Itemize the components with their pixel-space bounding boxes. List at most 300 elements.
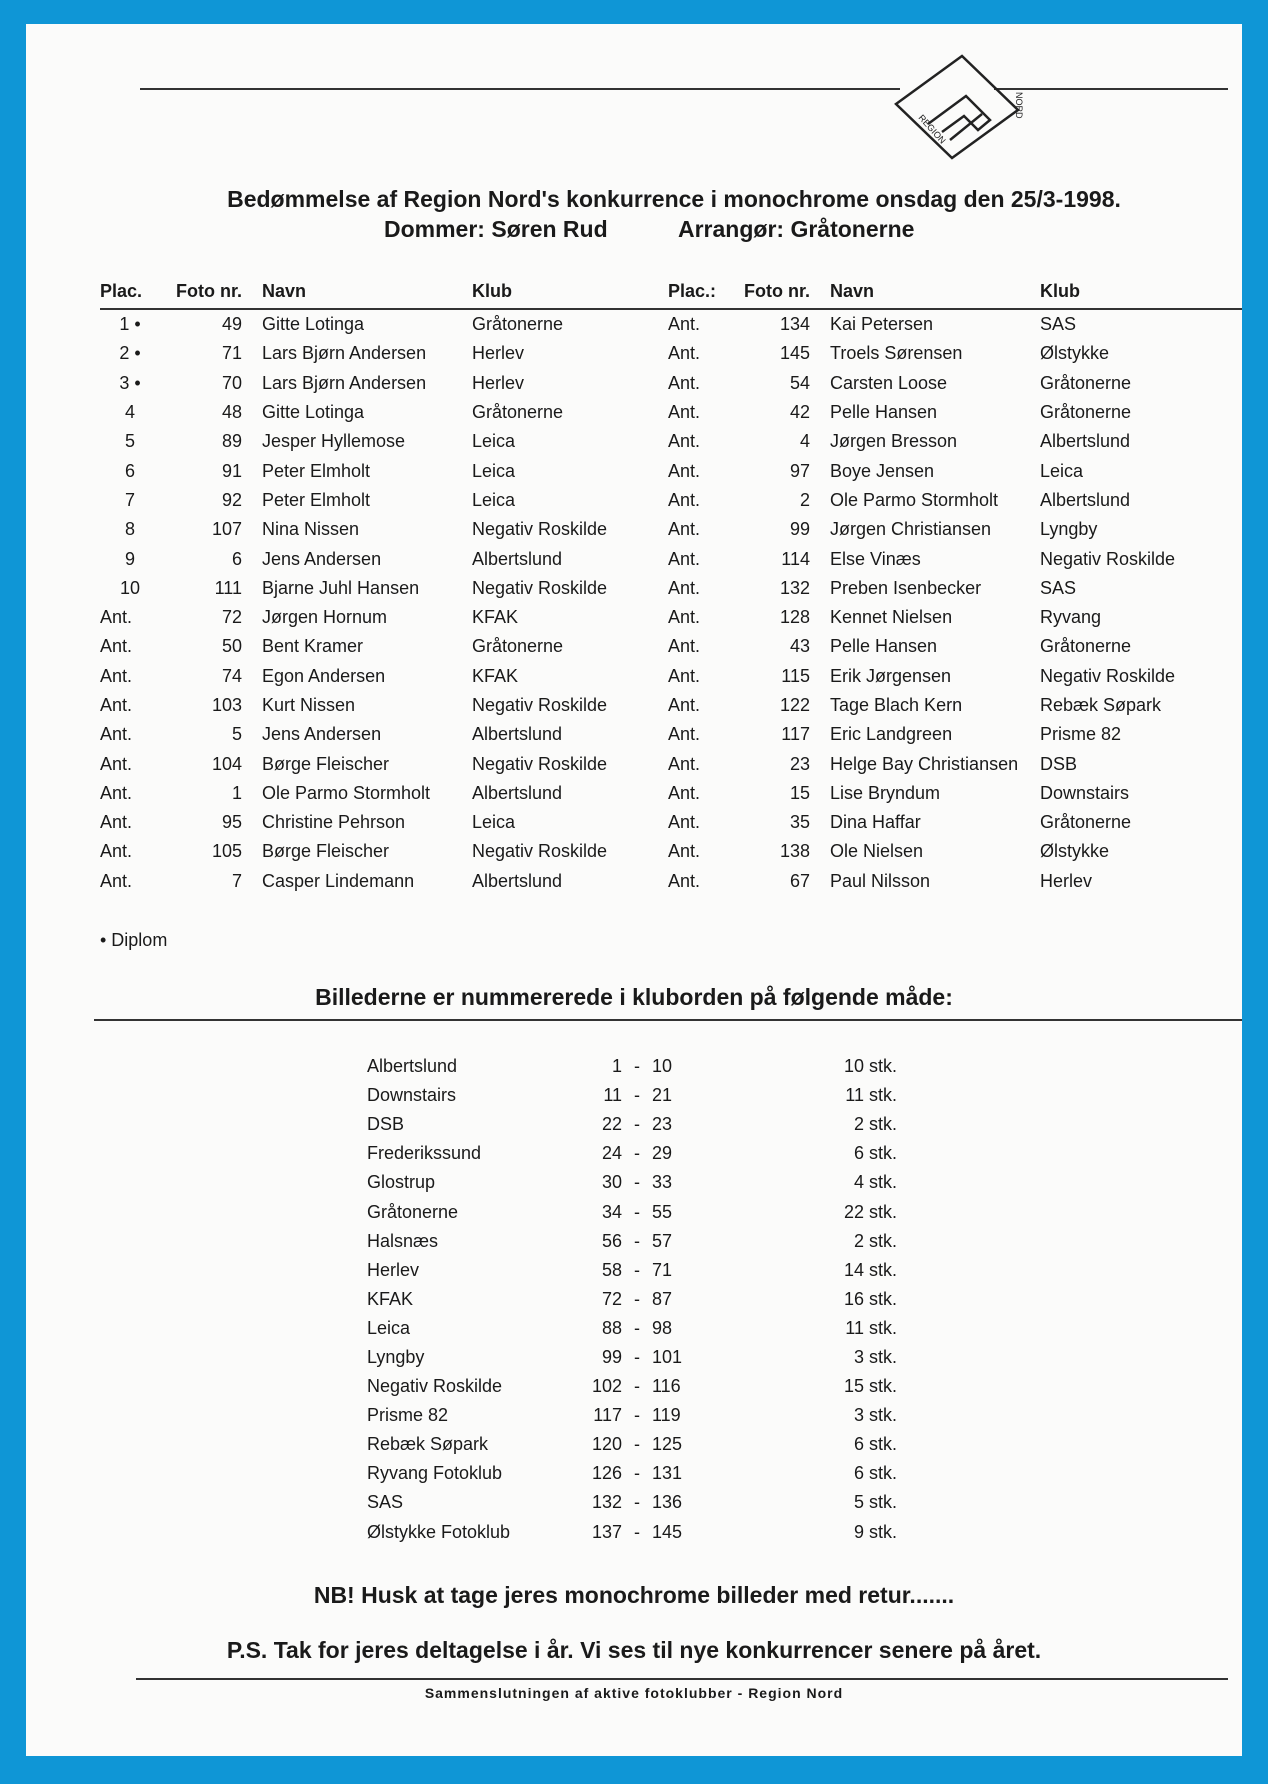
navn-cell: Else Vinæs bbox=[830, 548, 921, 569]
club-row bbox=[367, 1285, 897, 1314]
plac-cell: 4 bbox=[124, 402, 135, 423]
club-row bbox=[367, 1343, 897, 1372]
result-row bbox=[668, 837, 1240, 866]
plac-cell: Ant. bbox=[668, 870, 701, 891]
result-row bbox=[668, 662, 1240, 691]
club-name-cell: Gråtonerne bbox=[367, 1201, 459, 1222]
range-dash: - bbox=[634, 1376, 640, 1397]
result-row bbox=[668, 544, 1240, 573]
foto-nr-cell: 48 bbox=[221, 402, 242, 423]
foto-nr-cell: 72 bbox=[221, 607, 242, 628]
result-row bbox=[100, 779, 672, 808]
club-row bbox=[367, 1372, 897, 1401]
result-row bbox=[100, 574, 672, 603]
club-name-cell: Halsnæs bbox=[367, 1230, 439, 1251]
range-from-cell: 88 bbox=[601, 1317, 622, 1338]
club-row bbox=[367, 1430, 897, 1459]
result-row bbox=[100, 544, 672, 573]
klub-cell: Albertslund bbox=[472, 782, 563, 803]
navn-cell: Børge Fleischer bbox=[262, 753, 390, 774]
klub-cell: Negativ Roskilde bbox=[472, 753, 608, 774]
navn-cell: Preben Isenbecker bbox=[830, 577, 982, 598]
foto-nr-cell: 138 bbox=[779, 841, 810, 862]
klub-cell: Albertslund bbox=[472, 548, 563, 569]
plac-cell: Ant. bbox=[668, 314, 701, 335]
result-row bbox=[668, 632, 1240, 661]
foto-nr-cell: 42 bbox=[789, 402, 810, 423]
top-rule-left bbox=[140, 88, 900, 90]
klub-cell: Negativ Roskilde bbox=[472, 577, 608, 598]
club-row bbox=[367, 1401, 897, 1430]
plac-cell: Ant. bbox=[668, 812, 701, 833]
result-row bbox=[100, 427, 672, 456]
range-from-cell: 137 bbox=[591, 1521, 622, 1542]
klub-cell: Gråtonerne bbox=[1040, 402, 1132, 423]
count-cell: 11 stk. bbox=[845, 1085, 897, 1106]
klub-cell: Gråtonerne bbox=[1040, 372, 1132, 393]
navn-cell: Troels Sørensen bbox=[830, 343, 963, 364]
range-dash: - bbox=[634, 1288, 640, 1309]
plac-cell: 7 bbox=[124, 489, 135, 510]
navn-cell: Helge Bay Christiansen bbox=[830, 753, 1019, 774]
count-cell: 15 stk. bbox=[843, 1376, 897, 1397]
navn-cell: Børge Fleischer bbox=[262, 841, 390, 862]
result-row bbox=[668, 691, 1240, 720]
foto-nr-cell: 99 bbox=[789, 519, 810, 540]
range-to-cell: 131 bbox=[652, 1463, 683, 1484]
plac-cell: Ant. bbox=[668, 402, 701, 423]
club-name-cell: Ølstykke Fotoklub bbox=[367, 1521, 511, 1542]
range-dash: - bbox=[634, 1434, 640, 1455]
klub-cell: Ølstykke bbox=[1040, 343, 1110, 364]
foto-nr-cell: 4 bbox=[799, 431, 810, 452]
range-dash: - bbox=[634, 1405, 640, 1426]
club-name-cell: Negativ Roskilde bbox=[367, 1376, 503, 1397]
plac-cell: Ant. bbox=[100, 724, 133, 745]
club-row bbox=[367, 1227, 897, 1256]
range-from-cell: 126 bbox=[591, 1463, 622, 1484]
plac-cell: Ant. bbox=[100, 841, 133, 862]
foto-nr-cell: 111 bbox=[214, 577, 242, 598]
result-row bbox=[100, 720, 672, 749]
klub-cell: Ølstykke bbox=[1040, 841, 1110, 862]
ps-thanks: P.S. Tak for jeres deltagelse i år. Vi ses til nye konkurrencer senere på året. bbox=[226, 1637, 1042, 1663]
navn-cell: Lars Bjørn Andersen bbox=[262, 343, 427, 364]
result-row bbox=[668, 603, 1240, 632]
club-row bbox=[367, 1081, 897, 1110]
results-table-left bbox=[100, 272, 672, 896]
navn-cell: Lise Bryndum bbox=[830, 782, 941, 803]
results-table-right bbox=[668, 272, 1240, 896]
result-row bbox=[668, 867, 1240, 896]
range-to-cell: 116 bbox=[652, 1376, 681, 1397]
range-to-cell: 71 bbox=[652, 1259, 673, 1280]
foto-nr-cell: 67 bbox=[789, 870, 810, 891]
count-cell: 22 stk. bbox=[843, 1201, 897, 1222]
navn-cell: Christine Pehrson bbox=[262, 812, 406, 833]
range-to-cell: 29 bbox=[652, 1143, 673, 1164]
result-row bbox=[668, 369, 1240, 398]
col-header-plac: Plac.: bbox=[668, 280, 717, 301]
plac-cell: Ant. bbox=[100, 812, 133, 833]
range-to-cell: 21 bbox=[652, 1085, 673, 1106]
range-dash: - bbox=[634, 1172, 640, 1193]
range-from-cell: 11 bbox=[603, 1085, 622, 1106]
foto-nr-cell: 104 bbox=[211, 753, 242, 774]
club-row bbox=[367, 1197, 897, 1226]
range-dash: - bbox=[634, 1143, 640, 1164]
result-row bbox=[668, 310, 1240, 339]
count-cell: 11 stk. bbox=[845, 1317, 897, 1338]
navn-cell: Kurt Nissen bbox=[262, 695, 356, 715]
klub-cell: Leica bbox=[472, 489, 516, 510]
club-row bbox=[367, 1488, 897, 1517]
range-to-cell: 55 bbox=[652, 1201, 673, 1222]
navn-cell: Boye Jensen bbox=[830, 460, 935, 481]
plac-cell: 8 bbox=[124, 519, 135, 540]
result-row bbox=[668, 574, 1240, 603]
result-row bbox=[668, 427, 1240, 456]
logo-text-nord: NORD bbox=[1014, 92, 1024, 119]
klub-cell: Leica bbox=[472, 431, 516, 452]
result-row bbox=[100, 310, 672, 339]
document-page bbox=[26, 24, 1242, 1756]
navn-cell: Kai Petersen bbox=[830, 314, 934, 335]
navn-cell: Jens Andersen bbox=[262, 724, 382, 745]
navn-cell: Bjarne Juhl Hansen bbox=[262, 577, 420, 598]
navn-cell: Ole Parmo Stormholt bbox=[262, 782, 431, 803]
klub-cell: Ryvang bbox=[1040, 607, 1102, 628]
club-row bbox=[367, 1459, 897, 1488]
club-row bbox=[367, 1256, 897, 1285]
plac-cell: Ant. bbox=[668, 665, 701, 686]
foto-nr-cell: 105 bbox=[211, 841, 242, 862]
result-row bbox=[100, 603, 672, 632]
plac-cell: 1 • bbox=[119, 314, 141, 335]
result-row bbox=[100, 515, 672, 544]
result-row bbox=[668, 779, 1240, 808]
club-row bbox=[367, 1052, 897, 1081]
plac-cell: Ant. bbox=[668, 460, 701, 481]
page-title: Bedømmelse af Region Nord's konkurrence i monochrome onsdag den 25/3-1998. bbox=[227, 186, 1121, 212]
range-from-cell: 72 bbox=[601, 1288, 622, 1309]
klub-cell: KFAK bbox=[472, 665, 519, 686]
result-row bbox=[100, 339, 672, 368]
results-header-row bbox=[668, 272, 1240, 310]
navn-cell: Jesper Hyllemose bbox=[262, 431, 406, 452]
range-dash: - bbox=[634, 1492, 640, 1513]
range-to-cell: 87 bbox=[652, 1288, 673, 1309]
klub-cell: SAS bbox=[1040, 314, 1077, 335]
navn-cell: Carsten Loose bbox=[830, 372, 948, 393]
range-to-cell: 101 bbox=[652, 1346, 683, 1367]
club-row bbox=[367, 1314, 897, 1343]
klub-cell: Negativ Roskilde bbox=[472, 695, 608, 715]
plac-cell: Ant. bbox=[100, 870, 133, 891]
count-cell: 2 stk. bbox=[853, 1114, 897, 1135]
klub-cell: SAS bbox=[1040, 577, 1077, 598]
foto-nr-cell: 74 bbox=[221, 665, 242, 686]
klub-cell: Gråtonerne bbox=[472, 402, 564, 423]
foto-nr-cell: 95 bbox=[221, 812, 242, 833]
club-name-cell: Albertslund bbox=[367, 1056, 458, 1077]
plac-cell: Ant. bbox=[668, 431, 701, 452]
range-from-cell: 1 bbox=[611, 1056, 622, 1077]
nb-reminder: NB! Husk at tage jeres monochrome billeder med retur....... bbox=[313, 1582, 955, 1608]
range-dash: - bbox=[634, 1317, 640, 1338]
klub-cell: DSB bbox=[1040, 753, 1078, 774]
club-name-cell: SAS bbox=[367, 1492, 404, 1513]
klub-cell: Leica bbox=[472, 812, 516, 833]
plac-cell: Ant. bbox=[668, 577, 701, 598]
club-row bbox=[367, 1139, 897, 1168]
range-from-cell: 102 bbox=[591, 1376, 622, 1397]
foto-nr-cell: 43 bbox=[789, 636, 810, 657]
plac-cell: Ant. bbox=[668, 343, 701, 364]
plac-cell: 6 bbox=[124, 460, 135, 481]
organizer-line: Arrangør: Gråtonerne bbox=[678, 216, 915, 242]
navn-cell: Jørgen Hornum bbox=[262, 607, 388, 628]
count-cell: 9 stk. bbox=[853, 1521, 897, 1542]
range-to-cell: 10 bbox=[652, 1056, 673, 1077]
foto-nr-cell: 117 bbox=[781, 724, 810, 745]
klub-cell: Gråtonerne bbox=[1040, 812, 1132, 833]
club-name-cell: Prisme 82 bbox=[367, 1405, 449, 1426]
result-row bbox=[668, 486, 1240, 515]
klub-cell: Albertslund bbox=[1040, 489, 1131, 510]
navn-cell: Lars Bjørn Andersen bbox=[262, 372, 427, 393]
club-row bbox=[367, 1168, 897, 1197]
range-to-cell: 23 bbox=[652, 1114, 673, 1135]
result-row bbox=[100, 456, 672, 485]
navn-cell: Casper Lindemann bbox=[262, 870, 415, 891]
klub-cell: Gråtonerne bbox=[472, 636, 564, 657]
foto-nr-cell: 107 bbox=[211, 519, 242, 540]
plac-cell: Ant. bbox=[100, 753, 133, 774]
navn-cell: Eric Landgreen bbox=[830, 724, 953, 745]
plac-cell: Ant. bbox=[668, 519, 701, 540]
foto-nr-cell: 128 bbox=[779, 607, 810, 628]
result-row bbox=[100, 691, 672, 720]
club-name-cell: Lyngby bbox=[367, 1346, 425, 1367]
results-header-rule bbox=[100, 308, 1242, 310]
club-name-cell: DSB bbox=[367, 1114, 405, 1135]
club-name-cell: Downstairs bbox=[367, 1085, 457, 1106]
klub-cell: Downstairs bbox=[1040, 782, 1130, 803]
klub-cell: Gråtonerne bbox=[1040, 636, 1132, 657]
range-to-cell: 33 bbox=[652, 1172, 673, 1193]
club-name-cell: KFAK bbox=[367, 1288, 414, 1309]
klub-cell: Leica bbox=[1040, 460, 1084, 481]
col-header-plac: Plac. bbox=[100, 280, 143, 301]
plac-cell: Ant. bbox=[668, 841, 701, 862]
plac-cell: Ant. bbox=[668, 695, 701, 715]
range-dash: - bbox=[634, 1230, 640, 1251]
diplom-note: • Diplom bbox=[100, 930, 168, 950]
navn-cell: Dina Haffar bbox=[830, 812, 921, 833]
range-from-cell: 120 bbox=[591, 1434, 622, 1455]
col-header-navn: Navn bbox=[830, 280, 875, 301]
navn-cell: Jens Andersen bbox=[262, 548, 382, 569]
range-from-cell: 56 bbox=[601, 1230, 622, 1251]
count-cell: 3 stk. bbox=[853, 1346, 897, 1367]
navn-cell: Jørgen Bresson bbox=[830, 431, 958, 452]
result-row bbox=[668, 456, 1240, 485]
range-to-cell: 125 bbox=[652, 1434, 683, 1455]
foto-nr-cell: 145 bbox=[779, 343, 810, 364]
count-cell: 6 stk. bbox=[853, 1434, 897, 1455]
navn-cell: Pelle Hansen bbox=[830, 402, 938, 423]
navn-cell: Ole Nielsen bbox=[830, 841, 924, 862]
klub-cell: Albertslund bbox=[1040, 431, 1131, 452]
count-cell: 5 stk. bbox=[853, 1492, 897, 1513]
range-to-cell: 145 bbox=[652, 1521, 683, 1542]
foto-nr-cell: 50 bbox=[221, 636, 242, 657]
navn-cell: Kennet Nielsen bbox=[830, 607, 953, 628]
foto-nr-cell: 103 bbox=[211, 695, 242, 715]
foto-nr-cell: 115 bbox=[781, 665, 810, 686]
plac-cell: Ant. bbox=[100, 695, 133, 715]
count-cell: 6 stk. bbox=[853, 1463, 897, 1484]
result-row bbox=[100, 486, 672, 515]
footer-text: Sammenslutningen af aktive fotoklubber - Region Nord bbox=[424, 1685, 844, 1701]
foto-nr-cell: 7 bbox=[231, 870, 242, 891]
navn-cell: Tage Blach Kern bbox=[830, 695, 963, 715]
range-dash: - bbox=[634, 1521, 640, 1542]
plac-cell: 10 bbox=[119, 577, 141, 598]
club-name-cell: Glostrup bbox=[367, 1172, 436, 1193]
plac-cell: Ant. bbox=[668, 724, 701, 745]
navn-cell: Erik Jørgensen bbox=[830, 665, 952, 686]
result-row bbox=[100, 369, 672, 398]
klub-cell: Negativ Roskilde bbox=[472, 841, 608, 862]
result-row bbox=[668, 398, 1240, 427]
results-header-row bbox=[100, 272, 672, 310]
range-from-cell: 34 bbox=[601, 1201, 622, 1222]
foto-nr-cell: 97 bbox=[789, 460, 810, 481]
navn-cell: Peter Elmholt bbox=[262, 460, 371, 481]
foto-nr-cell: 54 bbox=[789, 372, 810, 393]
klub-cell: Albertslund bbox=[472, 724, 563, 745]
plac-cell: Ant. bbox=[100, 782, 133, 803]
range-from-cell: 58 bbox=[601, 1259, 622, 1280]
club-name-cell: Frederikssund bbox=[367, 1143, 482, 1164]
foto-nr-cell: 71 bbox=[221, 343, 242, 364]
range-to-cell: 98 bbox=[652, 1317, 673, 1338]
foto-nr-cell: 114 bbox=[781, 548, 810, 569]
navn-cell: Paul Nilsson bbox=[830, 870, 931, 891]
foto-nr-cell: 91 bbox=[221, 460, 242, 481]
result-row bbox=[668, 339, 1240, 368]
numbering-rule bbox=[94, 1019, 1242, 1021]
range-dash: - bbox=[634, 1056, 640, 1077]
plac-cell: 5 bbox=[124, 431, 135, 452]
club-name-cell: Ryvang Fotoklub bbox=[367, 1463, 503, 1484]
range-to-cell: 136 bbox=[652, 1492, 683, 1513]
foto-nr-cell: 122 bbox=[779, 695, 810, 715]
count-cell: 16 stk. bbox=[843, 1288, 897, 1309]
plac-cell: 2 • bbox=[119, 343, 141, 364]
col-header-klub: Klub bbox=[1040, 280, 1080, 301]
klub-cell: Lyngby bbox=[1040, 519, 1098, 540]
count-cell: 10 stk. bbox=[843, 1056, 897, 1077]
count-cell: 14 stk. bbox=[843, 1259, 897, 1280]
range-from-cell: 117 bbox=[593, 1405, 622, 1426]
foto-nr-cell: 134 bbox=[779, 314, 810, 335]
klub-cell: Rebæk Søpark bbox=[1040, 695, 1162, 715]
col-header-navn: Navn bbox=[262, 280, 307, 301]
plac-cell: Ant. bbox=[668, 372, 701, 393]
foto-nr-cell: 49 bbox=[221, 314, 242, 335]
result-row bbox=[100, 837, 672, 866]
club-row bbox=[367, 1110, 897, 1139]
plac-cell: Ant. bbox=[668, 753, 701, 774]
result-row bbox=[100, 632, 672, 661]
range-dash: - bbox=[634, 1259, 640, 1280]
klub-cell: Gråtonerne bbox=[472, 314, 564, 335]
foto-nr-cell: 1 bbox=[231, 782, 242, 803]
klub-cell: Negativ Roskilde bbox=[472, 519, 608, 540]
navn-cell: Pelle Hansen bbox=[830, 636, 938, 657]
col-header-foto: Foto nr. bbox=[744, 280, 810, 301]
range-dash: - bbox=[634, 1463, 640, 1484]
col-header-foto: Foto nr. bbox=[176, 280, 242, 301]
navn-cell: Bent Kramer bbox=[262, 636, 364, 657]
club-name-cell: Rebæk Søpark bbox=[367, 1434, 489, 1455]
club-row bbox=[367, 1518, 897, 1547]
range-from-cell: 132 bbox=[591, 1492, 622, 1513]
foto-nr-cell: 92 bbox=[221, 489, 242, 510]
klub-cell: Herlev bbox=[472, 343, 525, 364]
range-from-cell: 22 bbox=[601, 1114, 622, 1135]
navn-cell: Peter Elmholt bbox=[262, 489, 371, 510]
club-numbering-table bbox=[367, 1052, 897, 1547]
foto-nr-cell: 6 bbox=[231, 548, 242, 569]
range-from-cell: 24 bbox=[601, 1143, 622, 1164]
range-dash: - bbox=[634, 1201, 640, 1222]
plac-cell: Ant. bbox=[668, 607, 701, 628]
foto-nr-cell: 23 bbox=[789, 753, 810, 774]
result-row bbox=[668, 808, 1240, 837]
range-dash: - bbox=[634, 1346, 640, 1367]
foto-nr-cell: 5 bbox=[231, 724, 242, 745]
foto-nr-cell: 35 bbox=[789, 812, 810, 833]
numbering-title: Billederne er nummererede i kluborden på følgende måde: bbox=[315, 984, 953, 1010]
klub-cell: Albertslund bbox=[472, 870, 563, 891]
count-cell: 6 stk. bbox=[853, 1143, 897, 1164]
result-row bbox=[100, 398, 672, 427]
footer-rule bbox=[136, 1678, 1228, 1680]
navn-cell: Jørgen Christiansen bbox=[830, 519, 992, 540]
klub-cell: Negativ Roskilde bbox=[1040, 548, 1176, 569]
plac-cell: 3 • bbox=[119, 372, 141, 393]
range-from-cell: 30 bbox=[601, 1172, 622, 1193]
range-to-cell: 57 bbox=[652, 1230, 673, 1251]
result-row bbox=[100, 867, 672, 896]
club-name-cell: Herlev bbox=[367, 1259, 420, 1280]
result-row bbox=[100, 808, 672, 837]
foto-nr-cell: 15 bbox=[789, 782, 810, 803]
navn-cell: Gitte Lotinga bbox=[262, 314, 365, 335]
club-name-cell: Leica bbox=[367, 1317, 411, 1338]
count-cell: 2 stk. bbox=[853, 1230, 897, 1251]
range-dash: - bbox=[634, 1114, 640, 1135]
result-row bbox=[668, 749, 1240, 778]
result-row bbox=[668, 515, 1240, 544]
logo-text-region: REGION bbox=[916, 112, 948, 146]
klub-cell: KFAK bbox=[472, 607, 519, 628]
count-cell: 3 stk. bbox=[853, 1405, 897, 1426]
